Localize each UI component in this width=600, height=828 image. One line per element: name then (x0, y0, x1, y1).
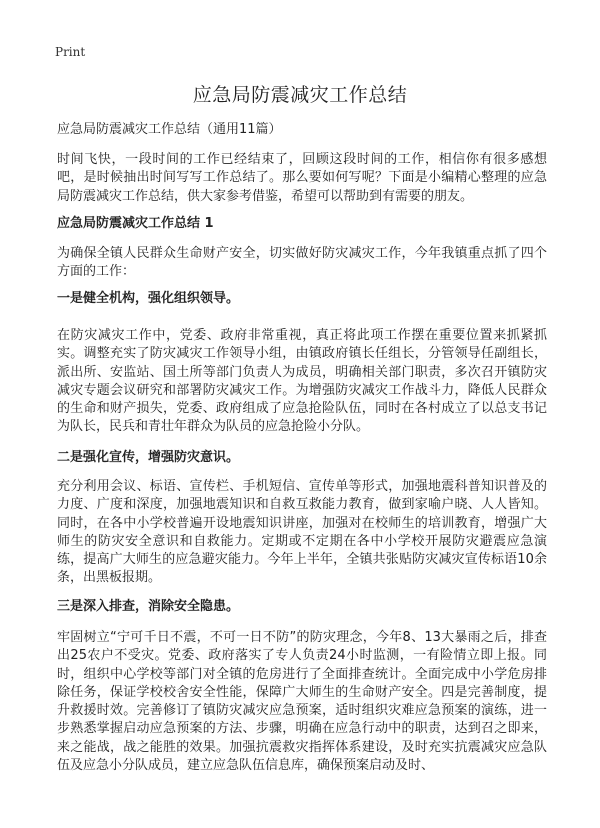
intro-paragraph: 时间飞快，一段时间的工作已经结束了，回顾这段时间的工作，相信你有很多感想吧，是时候抽出时间写写工作总结了。那么要如何写呢？下面是小编精心整理的应急局防震减灾工作总结，供大家参考借鉴，希望可以帮助到有需要的朋友。 (57, 152, 547, 204)
item-heading: 三是深入排查，消除安全隐患。 (57, 599, 240, 614)
document-subtitle: 应急局防震减灾工作总结（通用11篇） (57, 122, 282, 137)
print-link[interactable]: Print (55, 45, 86, 59)
item-heading: 一是健全机构，强化组织领导。 (57, 291, 240, 306)
section-intro-paragraph: 为确保全镇人民群众生命财产安全，切实做好防灾减灾工作，今年我镇重点抓了四个方面的工作： (57, 246, 547, 280)
item-paragraph: 充分利用会议、标语、宣传栏、手机短信、宣传单等形式，加强地震科普知识普及的力度、广度和深度，加强地震知识和自救互救能力教育，做到家喻户晓、人人皆知。同时，在各中小学校普遍开设地震知识讲座，加强对在校师生的培训教育，增强广大师生的防灾安全意识和自救能力。定期或不定期在各中小学校开展防灾避震应急演练，提高广大师生的应急避灾能力。今年上半年，全镇共张贴防灾减灾宣传标语10余条，出黑板报期。 (57, 479, 547, 586)
item-heading: 二是强化宣传，增强防灾意识。 (57, 450, 240, 465)
item-paragraph: 在防灾减灾工作中，党委、政府非常重视，真正将此项工作摆在重要位置来抓紧抓实。调整充实了防灾减灾工作领导小组，由镇政府镇长任组长，分管领导任副组长，派出所、安监站、国土所等部门负责人为成员，明确相关部门职责，多次召开镇防灾减灾专题会议研究和部署防灾减灾工作。为增强防灾减灾工作战斗力，降低人民群众的生命和财产损失，党委、政府组成了应急抢险队伍，同时在各村成立了以总支书记为队长，民兵和青壮年群众为队员的应急抢险小分队。 (57, 328, 547, 435)
item-paragraph: 牢固树立“宁可千日不震，不可一日不防”的防灾理念，今年8、13大暴雨之后，排查出25农户不受灾。党委、政府落实了专人负责24小时监测，一有险情立即上报。同时，组织中心学校等部门对全镇的危房进行了全面排查统计。全面完成中小学危房排除任务，保证学校校舍安全性能，保障广大师生的生命财产安全。四是完善制度，提升救援时效。完善修订了镇防灾减灾应急预案，适时组织灾难应急预案的演练，进一步熟悉掌握启动应急预案的方法、步骤，明确在应急行动中的职责，达到召之即来，来之能战，战之能胜的效果。加强抗震救灾指挥体系建设，及时充实抗震减灾应急队伍及应急小分队成员，建立应急队伍信息库，确保预案启动及时、 (57, 630, 547, 774)
page-title: 应急局防震减灾工作总结 (192, 84, 408, 106)
section-heading: 应急局防震减灾工作总结 1 (57, 216, 214, 231)
